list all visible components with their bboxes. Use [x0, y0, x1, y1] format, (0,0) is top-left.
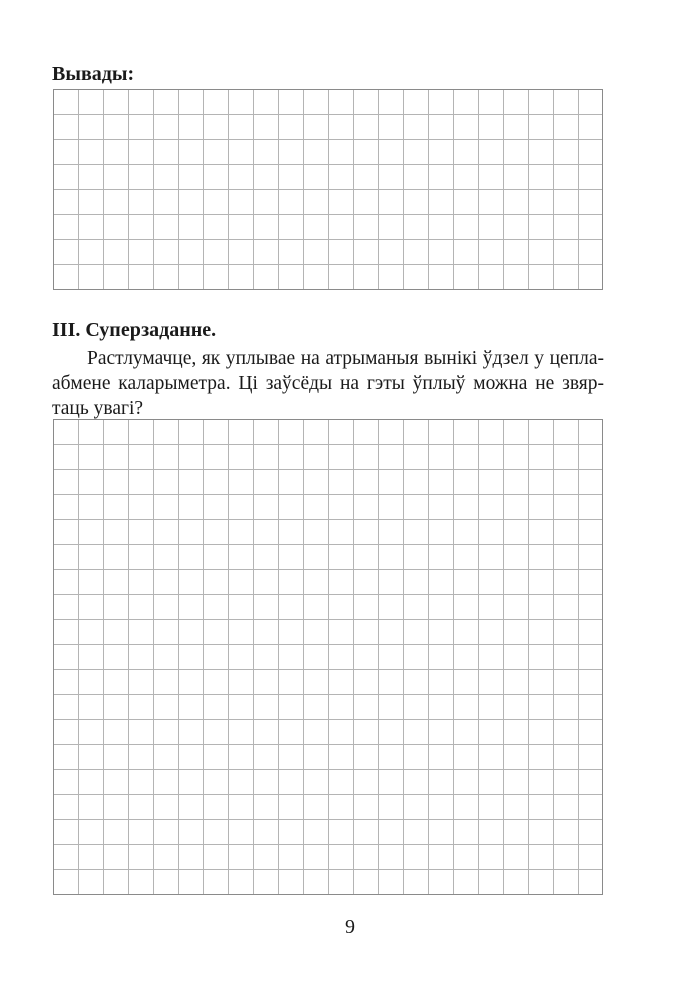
superassignment-text-line: таць увагі? — [52, 398, 144, 419]
page-number: 9 — [345, 916, 355, 938]
superassignment-text — [52, 346, 604, 421]
superassignment-heading: III. Суперзаданне. — [52, 319, 217, 341]
conclusions-answer-grid[interactable] — [53, 89, 603, 290]
superassignment-answer-grid[interactable] — [53, 419, 603, 895]
superassignment-text-line: абмене каларыметра. Ці заўсёды на гэты ўплыў можна не звяр- — [52, 373, 604, 394]
conclusions-heading: Вывады: — [52, 63, 135, 85]
superassignment-text-line: Растлумачце, як уплывае на атрыманыя вынікі ўдзел у цепла- — [87, 348, 604, 369]
